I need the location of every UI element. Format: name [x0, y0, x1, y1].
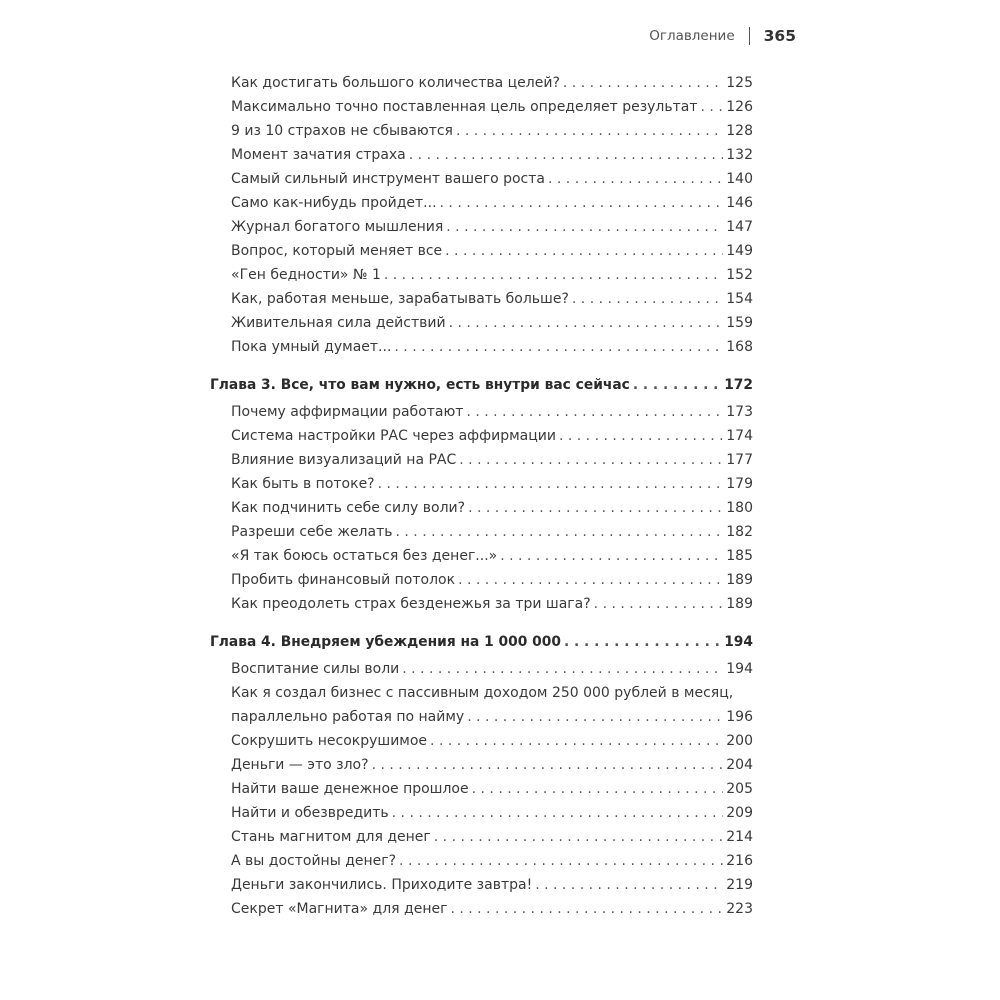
toc-entry-title: «Ген бедности» № 1	[231, 267, 381, 283]
toc-entry[interactable]	[210, 592, 753, 616]
dot-leader	[500, 544, 723, 568]
page-number: 365	[763, 27, 796, 45]
dot-leader	[450, 897, 723, 921]
toc-entry-page: 146	[726, 195, 753, 211]
dot-leader	[572, 287, 723, 311]
dot-leader	[458, 568, 723, 592]
dot-leader	[564, 630, 721, 654]
toc-entry-page: 209	[726, 805, 753, 821]
toc-chapter-4[interactable]	[210, 630, 753, 654]
toc-entry[interactable]	[210, 239, 753, 263]
toc-entry[interactable]	[210, 568, 753, 592]
dot-leader	[392, 801, 724, 825]
toc-entry-title: Как преодолеть страх безденежья за три шага?	[231, 596, 591, 612]
toc-entry-title: Вопрос, который меняет все	[231, 243, 443, 259]
dot-leader	[434, 825, 724, 849]
toc-entry-page: 159	[726, 315, 753, 331]
toc-entry[interactable]	[210, 897, 753, 921]
toc-entry[interactable]	[210, 544, 753, 568]
dot-leader	[548, 167, 723, 191]
toc-entry[interactable]	[210, 215, 753, 239]
toc-entry-page: 180	[726, 500, 753, 516]
toc-entry-title: Как быть в потоке?	[231, 476, 375, 492]
toc-entry-page: 132	[726, 147, 753, 163]
dot-leader	[440, 191, 724, 215]
toc-entry[interactable]	[210, 849, 753, 873]
dot-leader	[701, 95, 724, 119]
toc-entry-title: Воспитание силы воли	[231, 661, 400, 677]
toc-entry[interactable]	[210, 825, 753, 849]
dot-leader	[472, 777, 724, 801]
toc-entry-title: Система настройки РАС через аффирмации	[231, 428, 556, 444]
dot-leader	[446, 215, 723, 239]
toc-chapter-page: 172	[724, 377, 753, 393]
toc-entry[interactable]	[210, 119, 753, 143]
dot-leader	[466, 400, 723, 424]
dot-leader	[563, 71, 723, 95]
toc-entry-page: 128	[726, 123, 753, 139]
toc-entry[interactable]	[210, 311, 753, 335]
toc-entry-title: А вы достойны денег?	[231, 853, 397, 869]
toc-entry[interactable]	[210, 335, 753, 359]
toc-entry-page: 223	[726, 901, 753, 917]
toc-entry-title: Пробить финансовый потолок	[231, 572, 456, 588]
toc-entry[interactable]	[210, 287, 753, 311]
dot-leader	[394, 335, 723, 359]
toc-entry-page: 177	[726, 452, 753, 468]
running-title: Оглавление	[649, 28, 735, 44]
toc-entry[interactable]	[210, 873, 753, 897]
dot-leader	[384, 263, 723, 287]
toc-entry-title: Найти и обезвредить	[231, 805, 389, 821]
toc-entry[interactable]	[210, 167, 753, 191]
toc-entry[interactable]	[210, 424, 753, 448]
toc-entry-title: Само как-нибудь пройдет...	[231, 195, 437, 211]
toc-entry-multiline[interactable]	[210, 681, 753, 729]
toc-entry[interactable]	[210, 753, 753, 777]
toc-entry-title: «Я так боюсь остаться без денег...»	[231, 548, 498, 564]
dot-leader	[449, 311, 724, 335]
toc-entry-title: Стань магнитом для денег	[231, 829, 431, 845]
toc-entry-page: 173	[726, 404, 753, 420]
toc-entry[interactable]	[210, 801, 753, 825]
toc-entry-page: 168	[726, 339, 753, 355]
toc-entry-page: 147	[726, 219, 753, 235]
dot-leader	[456, 119, 723, 143]
toc-entry-page: 214	[726, 829, 753, 845]
toc-entry-page: 174	[726, 428, 753, 444]
toc-entry-title: 9 из 10 страхов не сбываются	[231, 123, 453, 139]
toc-entry-title: Влияние визуализаций на РАС	[231, 452, 457, 468]
toc-entry-page: 216	[726, 853, 753, 869]
toc-entry[interactable]	[210, 520, 753, 544]
toc-entry[interactable]	[210, 472, 753, 496]
toc-entry-page: 185	[726, 548, 753, 564]
toc-entry-title-line1: Как я создал бизнес с пассивным доходом 250 000 рублей в месяц,	[231, 685, 734, 701]
table-of-contents	[210, 71, 753, 921]
dot-leader	[409, 143, 724, 167]
toc-entry[interactable]	[210, 448, 753, 472]
dot-leader	[459, 448, 723, 472]
toc-entry-title: Пока умный думает...	[231, 339, 392, 355]
toc-entry[interactable]	[210, 400, 753, 424]
dot-leader	[430, 729, 723, 753]
toc-entry-page: 140	[726, 171, 753, 187]
dot-leader	[559, 424, 723, 448]
toc-entry-title: Момент зачатия страха	[231, 147, 406, 163]
toc-chapter-title: Глава 3. Все, что вам нужно, есть внутри вас сейчас	[210, 377, 630, 393]
toc-entry-page: 154	[726, 291, 753, 307]
toc-entry-title: Деньги закончились. Приходите завтра!	[231, 877, 533, 893]
dot-leader	[399, 849, 723, 873]
toc-entry[interactable]	[210, 143, 753, 167]
toc-chapter-3[interactable]	[210, 373, 753, 397]
dot-leader	[633, 373, 721, 397]
toc-entry[interactable]	[210, 657, 753, 681]
toc-entry-page: 149	[726, 243, 753, 259]
toc-entry-page: 182	[726, 524, 753, 540]
dot-leader	[396, 520, 724, 544]
toc-entry-page: 189	[726, 596, 753, 612]
dot-leader	[372, 753, 724, 777]
toc-entry-page: 179	[726, 476, 753, 492]
toc-entry-title: Секрет «Магнита» для денег	[231, 901, 448, 917]
toc-entry-page: 189	[726, 572, 753, 588]
toc-entry-title: Найти ваше денежное прошлое	[231, 781, 469, 797]
toc-entry[interactable]	[210, 777, 753, 801]
dot-leader	[402, 657, 723, 681]
toc-entry-page: 196	[726, 709, 753, 725]
dot-leader	[378, 472, 724, 496]
toc-entry-title: Деньги — это зло?	[231, 757, 369, 773]
toc-entry-title: Самый сильный инструмент вашего роста	[231, 171, 545, 187]
toc-entry-page: 152	[726, 267, 753, 283]
toc-chapter-title: Глава 4. Внедряем убеждения на 1 000 000	[210, 634, 561, 650]
toc-entry-page: 125	[726, 75, 753, 91]
toc-entry[interactable]	[210, 263, 753, 287]
toc-entry-title: Как подчинить себе силу воли?	[231, 500, 466, 516]
toc-entry-title-line2: параллельно работая по найму	[231, 709, 465, 725]
toc-entry[interactable]	[210, 729, 753, 753]
toc-entry-title: Как, работая меньше, зарабатывать больше?	[231, 291, 569, 307]
toc-entry-title: Разреши себе желать	[231, 524, 393, 540]
toc-entry-page: 204	[726, 757, 753, 773]
toc-entry-title: Максимально точно поставленная цель определяет результат	[231, 99, 698, 115]
dot-leader	[594, 592, 724, 616]
dot-leader	[467, 705, 723, 729]
header-divider	[749, 27, 750, 45]
dot-leader	[535, 873, 723, 897]
toc-entry-page: 205	[726, 781, 753, 797]
toc-entry[interactable]	[210, 71, 753, 95]
toc-entry-title: Живительная сила действий	[231, 315, 446, 331]
toc-entry[interactable]	[210, 191, 753, 215]
toc-entry-title: Сокрушить несокрушимое	[231, 733, 428, 749]
toc-entry-page: 194	[726, 661, 753, 677]
toc-chapter-page: 194	[724, 634, 753, 650]
toc-entry-page: 219	[726, 877, 753, 893]
toc-entry-title: Журнал богатого мышления	[231, 219, 444, 235]
dot-leader	[468, 496, 723, 520]
toc-entry[interactable]	[210, 95, 753, 119]
toc-entry-title: Как достигать большого количества целей?	[231, 75, 560, 91]
dot-leader	[445, 239, 723, 263]
toc-entry[interactable]	[210, 496, 753, 520]
page-header	[649, 24, 796, 48]
toc-entry-page: 200	[726, 733, 753, 749]
toc-entry-title: Почему аффирмации работают	[231, 404, 464, 420]
toc-entry-page: 126	[726, 99, 753, 115]
